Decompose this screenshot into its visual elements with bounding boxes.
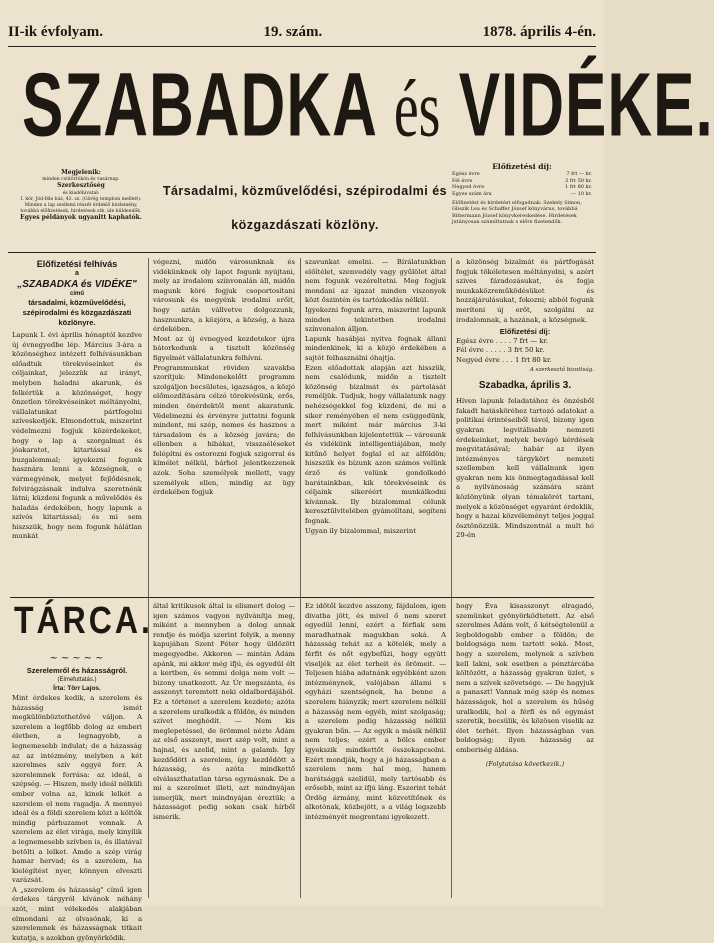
call-heading: Előfizetési felhívás [36, 259, 118, 269]
editorial-board-signature: A szerkesztő bizottság. [529, 366, 594, 373]
title-videke: VIDÉKE. [458, 55, 714, 156]
col3-para-2: Igyekezni fogunk arra, miszerint lapunk minden tekintetben irodalmi színvonalon álljon. [305, 305, 446, 334]
subtitle-line-2: közgazdászati közlöny. [231, 218, 379, 232]
volume: II-ik évfolyam. [8, 24, 103, 40]
col3-para-3: Lapunk hasábjai nyitva fognak állani mindenkinek, ki a közjó érdekében a sajtót felhasználni óhajtja. [305, 334, 446, 362]
info-appears: Megjelenik: [61, 169, 101, 176]
call-subtitle: társadalmi, közművelődési, szépirodalmi és közgazdászati közlönyre. [22, 298, 132, 327]
col4-para-2: Híven lapunk feladatához és önzésből fakadt hatásköréhez tartozó adatokat a politikai érintéseiből távol, bizony igen gyakran legvitálisabb nemzeti érdekeinket, melyek bevágó kérdések megvitatásával; habár az ilyen intézményes tárgykört nemzeti szellemben kell vállalnunk igen gyakran nem kis önmegtagadással kell a nyilvánosság számára szánt közlönyünk olyan témakörét tartani, melyek a közönséget egyaránt érdeklik, hogy a hazai közvéleményt teljes joggal ösztönözzük. Mindszentnál a mult hó 29-én [456, 397, 594, 540]
tarca-article-genre: (Elmefuttatás.) [57, 677, 97, 683]
issue-date: 1878. április 4-én. [482, 24, 596, 40]
call-a: a [75, 270, 79, 277]
tarca-column [12, 666, 142, 942]
col3-para-5: Ugyan ily bizalommal, miszerint [305, 526, 416, 535]
price-title: Előfizetési díj: [492, 162, 552, 171]
col4-price-heading: Előfizetési díj: [499, 327, 551, 337]
call-cimu: című [69, 291, 84, 297]
title-szabadka: SZABADKA [22, 55, 376, 156]
call-paper-name: „SZABADKA és VIDÉKE" [17, 279, 137, 290]
tarca-col2-text: által kritikusok által is elismert dolog — igen számos vagyon nyilvánítja meg, miként a mennyben a dolog annak rendje és módja szerint folyik, a menny kapujában Szent Péter hogy üldözött megegyedbe. Akkoron — mintán Ádám apánk, mi akkor még ifjú, és egyedül élt a kertben, és semmi dolga nem volt — bizony unatkozott. Az Úr megszánta, és asszonyt teremtett neki oldalbordájából. Ez a történet a szerelem kezdete; azóta a szerelem uralkodik a földön, és minden szívet meghódít. — Nem kis meglepetéssel, de örömmel nézte Ádám az első asszonyt, mert szép volt, mint a hajnal, és szelíd, mint a galamb. Így kezdődött a szerelem, így kezdődött a házasság, és azóta mindkettő elválaszthatatlan társa egymásnak. De a mi a szerelmet illeti, azt mindnyájan ismerjük, mert mindnyájan éreztük; a házasságot pedig sokan csak hírből ismerik. [153, 602, 295, 822]
price-row: Egyes szám ára — 10 kr. [452, 190, 592, 197]
tarca-para-2: A „szerelem és házasság" című igen érdekes tárgyról kívánok néhány szót, mint vélekedés alakjában elmondani az olvasónak, ki a szerelemnek és házasságnak titkait kutatja, s azokban gyönyörködik. [12, 885, 142, 942]
column-rule [148, 258, 149, 898]
column-2 [153, 258, 295, 594]
call-body: Lapunk I. évi április hónaptól kezdve új évnegyedbe lép. Március 3-ára a közönséghez intézett felhívásunkban előadtuk törekvéseinket és céljainkat, jelezzük az irányt, melyben haladni akarunk, és felkértük a közönséget, hogy önzetlen törekvéseinket méltányolni, vállalatunkat pártfogolni szíveskedjék. Elmondottuk, miszerint védelmezni fogjuk közérdekeket, hogy e lap a szorgalmat és jóakaratot, kitartással és buzgalommal; igyekezni fogunk hasznára lenni a községnek, e vármegyének, melyet fejlődésnek, felvirágzásnak indulva szeretnénk látni; küzdeni fogunk a művelődés és haladás érdekében, hogy lapunk a szívós kitartással; és mi sem hiszszük, hogy nem fogunk hálátlan munkát [12, 331, 142, 541]
col4-price-1: Egész évre . . . . 7 frt — kr. [456, 336, 549, 345]
tarca-col3-text: Ez idötől kezdve asszony, fájdalom, igen divatba jött, és mivel ő nem szeret egyedül lenni, ezért a férfiak sem maradhatnak magukban soká. A házasság tehát az a kötelék, mely a férfit és nőt egybefűzi, hogy együtt viseljék az élet terheit és örömeit. — Teljesen hiába adatnánk egyébként azon intézménynek, valójában állami s egyházi szentségnek, ha benne a szerelem hiányzik; mert szerelem nélkül a házasság nem egyéb, mint szolgaság; a szerelem pedig házasság nélkül gyakran bűn. — Az egyik a másik nélkül nem teljes; ezért a bölcs ember igyekszik mindkettőt összekapcsolni. Ezért mondják, hogy a jó házasságban a szerelem nem hal meg, hanem barátsággá szelídül, mely tartósabb és erősebb, mint az ifjú láng. Eszerint tehát Ördög ármány, mint közvetítőnek és alkotónak, közbejött, s a világ legszebb intézményét megrontani igyekezett. [305, 602, 446, 822]
tarca-ornament: ~~~~~ [49, 653, 107, 664]
column-1 [12, 258, 142, 594]
tarca-col4-text: hogy Éva kisasszonyt elragadó, szemünket gyönyörködtetett. Az első szerelmes Ádám volt, ő kétségtelenül a legboldogabb ember a földön; de boldogsága nem tartott soká. Most, hogy a szerelem, melynek a szívben kell lakni, sok esetben a pénztárcába költözött, a házasság gyakran üzlet, s nem a szívek szövetsége. — De hagyjuk a panaszt! Vannak még szép és nemes házasságok, hol a szerelem és hűség uralkodik, hol a férfi és nő egymást szeretik, becsülik, és közösen viselik az élet terhét. Ilyen házasságban van boldogság; ilyen házasság az emberiség áldása. [456, 602, 594, 754]
price-note: Előfizetést és hirdetést elfogadnak: Szekely Simon, Gliszik Lea és Schaffer József könyvárus, továbbá Bittermann József könyvkereskedése. Hirdetések jutányosan számíttatnak s előre fizetendők. [452, 200, 582, 226]
price-row: Egész évre 7 frt — kr. [452, 171, 592, 178]
subscription-price-box [452, 164, 592, 226]
tarca-author: Írta: Törr Lajos. [53, 685, 101, 692]
dateline-heading: Szabadka, április 3. [478, 380, 572, 392]
tarca-para-1: Mint érdekes kedik, a szerelem és házasság ismét megkülönböztethetővé váljon. A szerelem a legfőbb dolog az emberi életben, a legnagyobb, a legnemesebb indulat; de a házasság az az intézmény, melyben a két szerelmes szív eggyé forr. A szerelemnek forrása: az ideál, a szépség. — Hiszen, mely ideál nélküli ember volna az, kinek lelkét a szerelem el nem ragadja. A mennyei ideál és a földi szerelem közt a költők mindig párhuzamot vonnak. A szerelem az élet virága, mely kinyílik a legnemesebb szívben is, és illatával betölti a lelket. Ámde a szép virág hamar hervad; és a szerelem, ha kielégítést nyer, könnyen elveszti varázsát. [12, 694, 142, 885]
column-4 [456, 258, 594, 594]
info-days: minden csütörtökön és vasárnap. [42, 177, 120, 183]
col4-price-2: Fél évre . . . . . 3 frt 50 kr. [456, 346, 545, 355]
info-submissions: Minden a lap szellemi részét érdeklő közlemény, továbbá előfizetések, hirdetések stb. ide küldendők. [20, 203, 142, 215]
col4-price-3: Negyed évre . . . 1 frt 80 kr. [456, 355, 552, 364]
masthead-rule [8, 46, 596, 47]
info-office: és kiadóhivatal: [62, 190, 100, 196]
subtitle-line-1: Társadalmi, közművelődési, szépirodalmi és [162, 184, 448, 198]
info-address: I. kör, Jód-féle ház, 43. sz. (Görög templom mellett). [20, 196, 142, 202]
col4-para-1: a közönség bizalmát és pártfogását fogjuk tökéletesen méltányolni, s azért szives fáradozásukat, és fogja munkaközreműködésüket és hozzájárulásukat, fokozni; abból fogunk meríteni új erőt, szolgálni az irodalomnak, a hazának, a községnek. [456, 258, 594, 324]
column-rule [451, 258, 452, 898]
continued-note: (Folytatása következik.) [485, 759, 565, 768]
publication-info-box [18, 170, 144, 223]
col3-para-1: szavunkat emelni. — Bírálatunkban előítélet, szenvedély vagy gyűlölet által nem fogunk vezéreltetni. Meg fogjuk mondani az igazat minden viszonyok közt őszintén és tartózkodás nélkül. [305, 258, 446, 305]
tarca-heading: TÁRCA. [14, 598, 153, 642]
col2-para-1: végezni, midőn városunknak és vidékünknek oly lapot fogunk nyújtani, mely az irodalom színvonalán áll, midőn magunk köré fogjuk csoportosítani városunk és megyénk irodalmi erőit, hogy aztán vállvetve dolgozzunk, hasznunkra, a közjóra, a község, a haza érdekében. [153, 258, 295, 334]
issue-number: 19. szám. [263, 24, 323, 40]
title-es: és [393, 64, 441, 155]
price-row: Fél évre 3 frt 50 kr. [452, 177, 592, 184]
col2-para-3: Programmunkat röviden szavakba szorítjuk: Mindenekelőtt programm szolgáljon becsületes, igazságos, a közjó előmozdítására célzó törekvésünk, erős, minden önérdektől ment akaratunk. Védelmezni és érvényre juttatni fogunk mindent, mi szép, nemes és hasznos a társadalom és a község javára; de ellenben a hibákat, visszaéléseket felépítni és ostorozni fogjuk szigorral és kímélet nélkül, bárhol jelentkezzenek azok. Soha személyek mellett, vagy személyek ellen, mindig az ügy érdekében fogjuk [153, 363, 295, 497]
info-copies: Egyes példányok ugyanitt kaphatók. [20, 214, 142, 222]
tarca-column-4 [456, 602, 594, 898]
col2-para-2: Most az új évnegyed kezdetekor újra bátorkodunk a tisztelt közönség figyelmét vállalatunkra felhívni. [153, 334, 295, 362]
column-rule [300, 258, 301, 898]
info-editorial: Szerkesztőség [57, 182, 105, 190]
col3-para-4: Ezen előadottak alapján azt hisszük, nem csalódunk, midőn a tisztelt közönség bizalmát és pártolását reméljük. Tudjuk, hogy vállalatunk nagy nehézségekkel fog küzdeni, de mi a siker reményében el nem csüggedünk, mert miként már március 3-ki felhívásunkban kijelentettük — városunk és vidékünk intelligentiájában, mely kitűnő helyet foglal el az alföldön; hiszszük és bízunk azon számos velünk érző és velünk gondolkodó barátainkban, kik törekvéseink és céljaink sikeréért munkálkodni kívánnak. Ily bizalommal célunk keresztülvitelében gyámolítani, segíteni fognak. [305, 363, 446, 526]
header-bottom-rule [8, 252, 596, 253]
tarca-article-title: Szerelemről és házasságról. [26, 666, 128, 675]
tarca-column-3 [305, 602, 446, 898]
column-3 [305, 258, 446, 594]
price-row: Negyed évre 1 frt 80 kr. [452, 184, 592, 191]
masthead-info-line [8, 24, 596, 41]
tarca-column-2 [153, 602, 295, 898]
